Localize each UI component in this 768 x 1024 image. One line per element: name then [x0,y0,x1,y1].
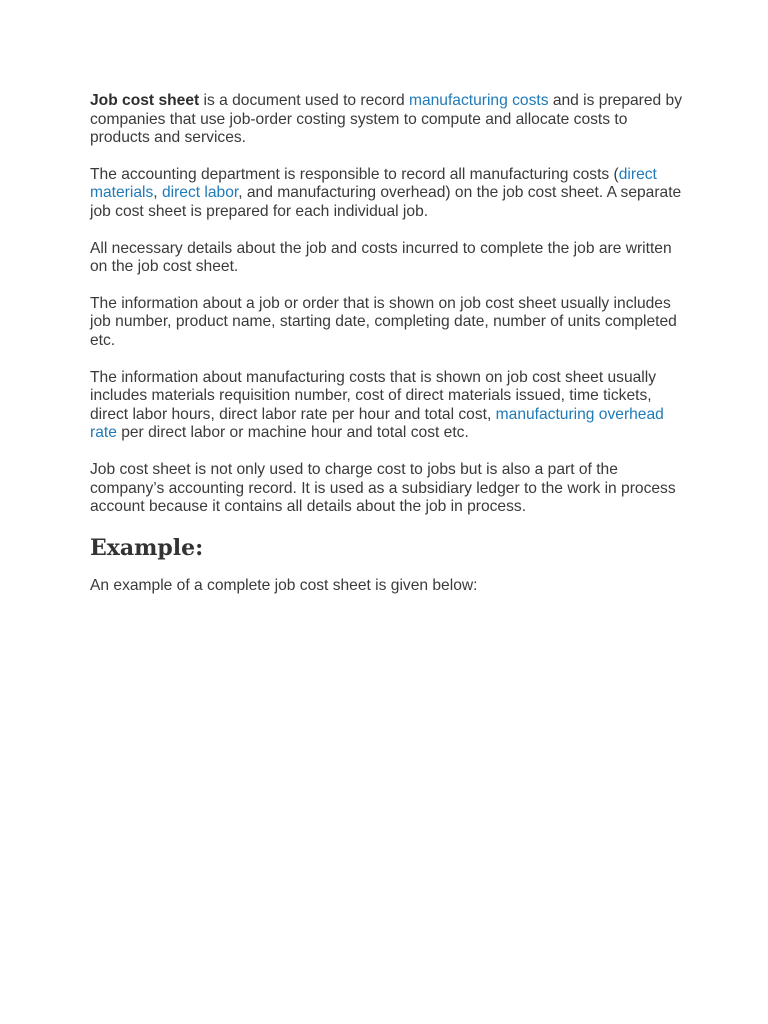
section-heading-example: Example: [90,534,204,561]
paragraph-accounting-department [90,166,685,222]
paragraph-definition [90,92,685,148]
term-bold: Job cost sheet [90,92,200,109]
paragraph-example-intro: An example of a complete job cost sheet is given below: [90,576,478,594]
paragraph-cost-information [90,369,685,443]
text-span: and is prepared by companies that use job-order costing system to compute and allocate costs to products and services. [90,92,682,147]
link-direct-materials[interactable]: direct materials [90,165,657,202]
link-manufacturing-costs[interactable]: manufacturing costs [408,92,549,109]
text-span: , [153,184,162,202]
paragraph-necessary-details: All necessary details about the job and costs incurred to complete the job are written on the job cost sheet. [90,239,672,276]
link-manufacturing-overhead-rate[interactable]: manufacturing overhead rate [90,405,664,442]
article-body [90,92,685,613]
text-span: per direct labor or machine hour and total cost etc. [116,424,469,442]
text-span: is a document used to record [199,92,409,109]
link-direct-labor[interactable]: direct labor [161,184,239,202]
text-span: , and manufacturing overhead) on the job cost sheet. A separate job cost sheet is prepared for each individual job. [90,184,682,220]
text-span: The information about manufacturing costs that is shown on job cost sheet usually includes materials requisition number, cost of direct materials issued, time tickets, direct labor hours, direct labor rate per hour and total cost, [90,368,657,423]
paragraph-job-information: The information about a job or order that is shown on job cost sheet usually includes job number, product name, starting date, completing date, number of units completed etc. [90,294,677,349]
text-span: The accounting department is responsible to record all manufacturing costs ( [90,165,619,183]
paragraph-subsidiary-ledger: Job cost sheet is not only used to charge cost to jobs but is also a part of the company’s accounting record. It is used as a subsidiary ledger to the work in process account because it contains all details about the job in process. [90,460,676,516]
